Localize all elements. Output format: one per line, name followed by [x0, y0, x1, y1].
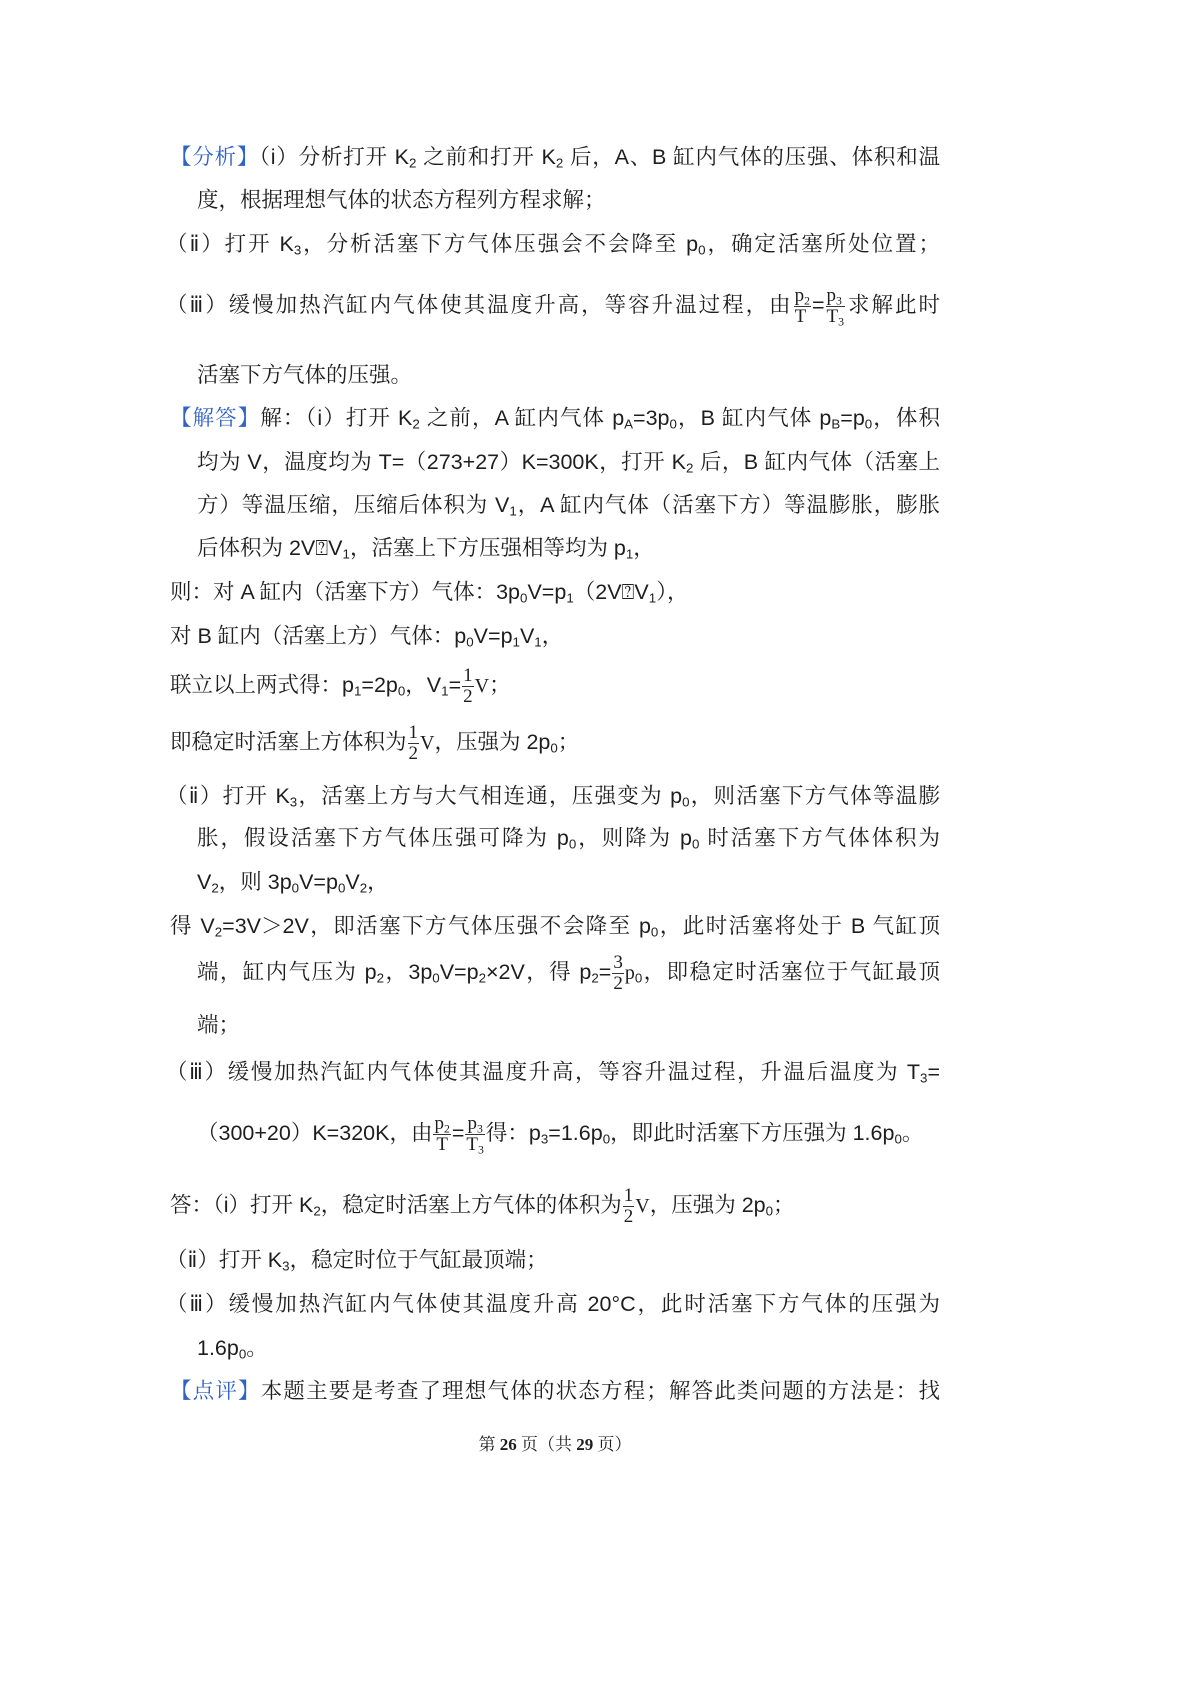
text-run: ；	[557, 730, 580, 754]
fraction	[794, 286, 811, 327]
subscript: 3	[293, 242, 302, 258]
text-run: 即稳定时活塞上方体积为	[170, 730, 407, 754]
answer-line-4	[197, 1333, 268, 1363]
fraction-numerator	[465, 1114, 485, 1135]
text-run: ，活塞上下方压强相等均为 p	[349, 536, 626, 560]
text-run: p	[467, 1112, 477, 1134]
analysis-line-5	[197, 360, 412, 390]
analysis-line-3	[166, 229, 940, 259]
text-run: 对 B 缸内（活塞上方）气体：p	[170, 624, 467, 648]
text-run: ，	[367, 870, 389, 894]
page-footer	[170, 1433, 940, 1457]
text-run: 之前和打开 K	[416, 145, 556, 169]
text-run: 端；	[197, 1013, 241, 1037]
fraction-numerator	[826, 286, 846, 307]
text-run: V	[519, 624, 535, 648]
text-run: ；	[489, 673, 511, 697]
solution-line-4	[197, 533, 655, 563]
text-run: （ⅲ）缓慢加热汽缸内气体使其温度升高，等容升温过程，由	[166, 293, 793, 317]
solution-line-6	[170, 621, 563, 651]
text-run: ，压强为 2p	[434, 730, 551, 754]
fraction-denominator	[465, 1135, 485, 1155]
fraction-numerator	[794, 286, 811, 307]
subscript: 1	[342, 546, 350, 562]
subscript: 2	[685, 460, 694, 476]
math-symbol: p	[624, 962, 635, 984]
section-label: 【分析】	[170, 145, 260, 169]
text-run: （i）分析打开 K	[259, 145, 409, 169]
fraction	[465, 1114, 485, 1155]
solution-line-14	[197, 1010, 240, 1040]
text-run: 解：（i）打开 K	[260, 406, 413, 430]
text-run: ，	[541, 624, 564, 648]
subscript: 0	[765, 1203, 774, 1219]
section-label: 【点评】	[170, 1379, 261, 1403]
subscript: 0	[520, 590, 528, 606]
text-run: 得 V	[170, 914, 215, 938]
text-run: （ⅱ）打开 K	[166, 784, 290, 808]
text-run: 度，根据理想气体的状态方程列方程求解；	[197, 188, 606, 212]
text-run: ，V	[405, 673, 442, 697]
subscript: 0	[691, 836, 700, 852]
fraction-denominator	[826, 307, 846, 327]
subscript: 0	[568, 836, 577, 852]
solution-line-10	[197, 823, 940, 853]
subscript: 2	[359, 880, 368, 896]
text-run: V=p	[473, 624, 513, 648]
subscript: 0	[466, 634, 474, 650]
text-run: ，则活塞下方气体等温膨	[689, 784, 940, 808]
subscript: 0	[337, 880, 346, 896]
fraction-denominator	[462, 687, 474, 707]
solution-line-7	[170, 664, 511, 707]
fraction-denominator	[433, 1135, 450, 1155]
analysis-line-1	[170, 142, 940, 172]
fraction	[433, 1114, 450, 1155]
subscript: 2	[412, 416, 420, 432]
fraction	[623, 1186, 635, 1227]
text-run: =2p	[361, 673, 398, 697]
analysis-line-4	[166, 284, 940, 329]
subscript: 1	[353, 683, 362, 699]
answer-line-1	[170, 1184, 795, 1227]
solution-line-2	[197, 447, 940, 477]
subscript: 3	[838, 315, 845, 329]
page-number: 29	[576, 1435, 594, 1454]
subscript: A	[624, 416, 634, 432]
subscript: 0	[397, 683, 406, 699]
solution-line-8	[170, 721, 580, 764]
fraction-numerator	[408, 723, 420, 744]
text-run: =p	[840, 406, 865, 430]
text-run: =	[451, 1121, 465, 1145]
subscript: 2	[408, 155, 417, 171]
subscript: 3	[282, 1258, 290, 1274]
fraction	[462, 666, 474, 707]
subscript: 2	[211, 880, 219, 896]
text-run: ），	[656, 580, 689, 604]
text-run: 得：p	[485, 1121, 541, 1145]
text-run: =1.6p	[548, 1121, 603, 1145]
fraction-denominator	[408, 744, 420, 764]
text-run: V=p	[527, 580, 567, 604]
math-symbol: V	[474, 675, 490, 697]
text-run: ，活塞上方与大气相连通，压强变为 p	[297, 784, 683, 808]
text-run: 时活塞下方气体体积为	[699, 826, 941, 850]
subscript: 2	[376, 970, 385, 986]
fraction-numerator	[623, 1186, 635, 1207]
subscript: 2	[313, 1203, 321, 1219]
text-run: =	[598, 960, 612, 984]
subscript: 3	[289, 794, 298, 810]
text-run: V=p	[439, 960, 479, 984]
text-run: （ⅱ）打开 K	[166, 1248, 283, 1272]
subscript: 0	[698, 242, 706, 258]
text-run: 活塞下方气体的压强。	[197, 363, 413, 387]
subscript: 0	[669, 416, 677, 432]
solution-line-9	[166, 781, 940, 811]
text-run: =	[811, 293, 825, 317]
text-run: 答：（i）打开 K	[170, 1193, 314, 1217]
text-run: 方）等温压缩，压缩后体积为 V	[197, 493, 510, 517]
solution-line-16	[197, 1112, 924, 1157]
text-run: 1	[408, 721, 419, 743]
subscript: 1	[566, 590, 574, 606]
text-run: ；	[773, 1193, 795, 1217]
text-run: （ⅲ）缓慢加热汽缸内气体使其温度升高 20°C，此时活塞下方气体的压强为	[166, 1292, 940, 1316]
text-run: 后，B 缸内气体（活塞上	[693, 450, 940, 474]
text-run: p	[434, 1112, 444, 1134]
text-run: 2	[463, 685, 473, 707]
subscript: 2	[804, 294, 810, 308]
comment-line-1	[170, 1376, 940, 1406]
subscript: 1	[441, 683, 449, 699]
text-run: 1	[623, 1184, 634, 1206]
text-run: ，稳定时活塞上方气体的体积为	[320, 1193, 622, 1217]
text-run: 后，A、B 缸内气体的压强、体积和温	[563, 145, 940, 169]
fraction-numerator	[462, 666, 474, 687]
text-run: V	[345, 870, 360, 894]
text-run: T	[436, 1133, 448, 1155]
text-run: ，3p	[384, 960, 433, 984]
solution-line-5	[170, 577, 688, 607]
fraction-numerator	[612, 953, 624, 974]
text-run: T	[794, 305, 807, 327]
text-run: ，确定活塞所处位置；	[705, 232, 940, 256]
text-run: p	[794, 284, 805, 306]
math-symbol: V	[420, 732, 435, 754]
text-run: =	[927, 1060, 940, 1084]
analysis-line-2	[197, 185, 606, 215]
text-run: 。	[246, 1336, 268, 1360]
subscript: 0	[602, 1131, 611, 1147]
answer-line-2	[166, 1245, 548, 1275]
fraction	[826, 286, 846, 327]
text-run: 。	[901, 1121, 924, 1145]
subscript: 2	[214, 924, 223, 940]
subscript: 2	[555, 155, 564, 171]
text-run: ，	[633, 536, 655, 560]
text-run: ，体积	[872, 406, 940, 430]
subscript: 2	[478, 970, 486, 986]
answer-line-3	[166, 1289, 940, 1319]
text-run: ，即稳定时活塞位于气缸最顶	[642, 960, 940, 984]
fraction-denominator	[612, 974, 624, 994]
text-run: 之前，A 缸内气体 p	[419, 406, 625, 430]
text-run: ，则降为 p	[576, 826, 692, 850]
solution-line-12	[170, 911, 940, 941]
text-run: 本题主要是考查了理想气体的状态方程；解答此类问题的方法是：找	[260, 1379, 940, 1403]
text-run: V=p	[299, 870, 338, 894]
subscript: B	[831, 416, 841, 432]
subscript: 0	[682, 794, 690, 810]
text-run: （2V⍰V	[573, 580, 649, 604]
text-run: 端，缸内气压为 p	[197, 960, 377, 984]
text-run: 求解此时	[846, 293, 940, 317]
subscript: 0	[550, 740, 558, 756]
subscript: 0	[238, 1346, 247, 1362]
text-run: ，此时活塞将处于 B 气缸顶	[658, 914, 940, 938]
text-run: 1.6p	[197, 1336, 239, 1360]
solution-line-13	[197, 951, 940, 994]
text-run: 均为 V，温度均为 T=（273+27）K=300K，打开 K	[197, 450, 686, 474]
solution-line-3	[197, 490, 940, 520]
text-run: 胀，假设活塞下方气体压强可降为 p	[197, 826, 569, 850]
subscript: 1	[534, 634, 542, 650]
text-run: 2	[623, 1205, 634, 1227]
solution-line-11	[197, 867, 389, 897]
text-run: =3p	[633, 406, 670, 430]
math-symbol: V	[635, 1195, 650, 1217]
text-run: ，B 缸内气体 p	[676, 406, 832, 430]
text-run: （ⅱ）打开 K	[166, 232, 294, 256]
fraction-denominator	[623, 1207, 635, 1227]
subscript: 1	[625, 546, 634, 562]
subscript: 3	[476, 1122, 483, 1136]
text-run: 2	[408, 742, 419, 764]
solution-line-15	[166, 1057, 940, 1087]
text-run: ，即此时活塞下方压强为 1.6p	[610, 1121, 895, 1145]
text-run: （300+20）K=320K，由	[197, 1121, 433, 1145]
fraction	[612, 953, 624, 994]
subscript: 1	[648, 590, 657, 606]
text-run: ，压强为 2p	[649, 1193, 766, 1217]
subscript: 0	[432, 970, 440, 986]
fraction	[408, 723, 420, 764]
subscript: 2	[591, 970, 599, 986]
subscript: 0	[864, 416, 873, 432]
text-run: 3	[613, 951, 623, 973]
text-run: （ⅲ）缓慢加热汽缸内气体使其温度升高，等容升温过程，升温后温度为 T	[166, 1060, 921, 1084]
fraction-denominator	[794, 307, 811, 327]
text-run: =3V＞2V，即活塞下方气体压强不会降至 p	[222, 914, 651, 938]
text-run: ，分析活塞下方气体压强会不会降至 p	[301, 232, 699, 256]
subscript: 0	[634, 970, 643, 986]
section-label: 【解答】	[170, 406, 261, 430]
subscript: 0	[291, 880, 300, 896]
text-run: ，A 缸内气体（活塞下方）等温膨胀，膨胀	[516, 493, 940, 517]
subscript: 1	[512, 634, 520, 650]
text-run: 后体积为 2V⍰V	[197, 536, 343, 560]
text-run: ，则 3p	[218, 870, 292, 894]
solution-line-1	[170, 403, 940, 433]
text-run: 页（共	[516, 1435, 577, 1454]
text-run: =	[448, 673, 462, 697]
text-run: T	[466, 1133, 479, 1155]
fraction-numerator	[433, 1114, 450, 1135]
text-run: 则：对 A 缸内（活塞下方）气体：3p	[170, 580, 521, 604]
subscript: 3	[540, 1131, 549, 1147]
text-run: T	[826, 305, 839, 327]
text-run: 1	[463, 664, 473, 686]
subscript: 0	[894, 1131, 902, 1147]
subscript: 3	[478, 1143, 484, 1157]
text-run: ×2V，得 p	[485, 960, 592, 984]
text-run: 页）	[593, 1435, 632, 1454]
subscript: 0	[650, 924, 659, 940]
text-run: V	[197, 870, 212, 894]
text-run: 第	[478, 1435, 500, 1454]
text-run: p	[826, 284, 837, 306]
text-run: ，稳定时位于气缸最顶端；	[289, 1248, 548, 1272]
text-run: 2	[613, 972, 623, 994]
subscript: 2	[443, 1122, 450, 1136]
subscript: 3	[920, 1070, 928, 1086]
subscript: 1	[509, 503, 517, 519]
text-run: 联立以上两式得：p	[170, 673, 354, 697]
page-number: 26	[499, 1435, 517, 1454]
subscript: 3	[836, 294, 842, 308]
